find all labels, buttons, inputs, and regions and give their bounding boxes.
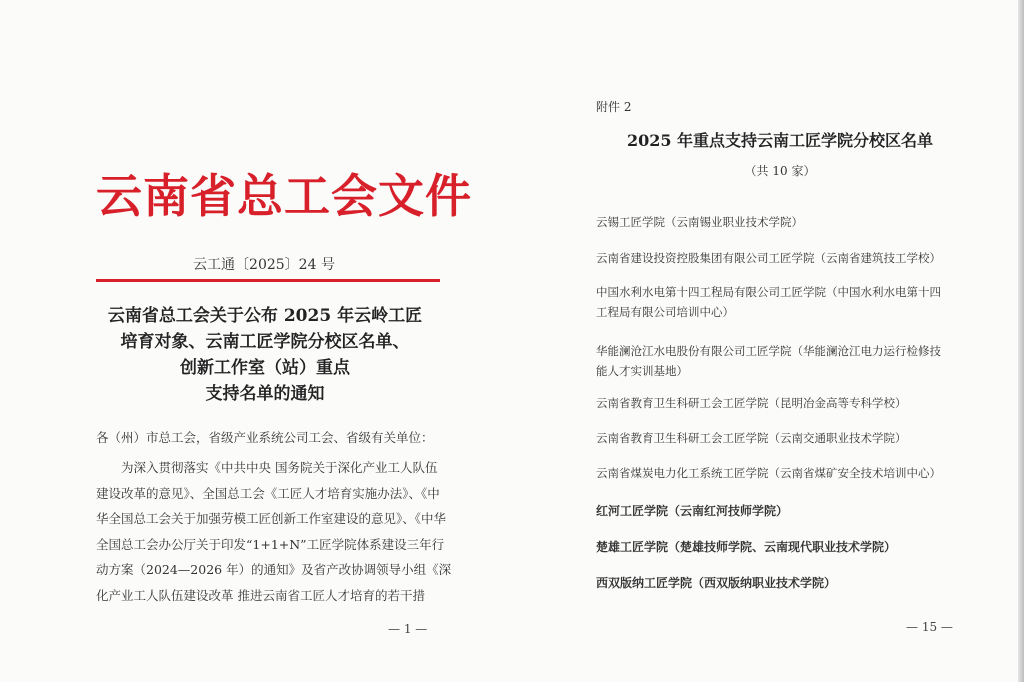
body-paragraph: [96, 455, 452, 608]
page-number: — 1 —: [388, 622, 428, 636]
list-item: [596, 573, 980, 593]
body-line: 建设改革的意见》、全国总工会《工匠人才培育实施办法》、《中: [96, 485, 440, 501]
list-item: [596, 463, 980, 483]
list-title: 2025 年重点支持云南工匠学院分校区名单: [626, 131, 934, 150]
document-header-title: 云南省总工会文件: [96, 169, 472, 223]
notice-title-line: 云南省总工会关于公布 2025 年云岭工匠: [107, 306, 423, 326]
list-item-line: 工程局有限公司培训中心）: [596, 305, 734, 319]
list-item: [596, 212, 980, 232]
recipients-line: 各（州）市总工会，省级产业系统公司工会、省级有关单位：: [96, 430, 434, 445]
list-item: [596, 282, 980, 322]
notice-title-line: 创新工作室（站）重点: [180, 358, 350, 378]
list-item: [596, 537, 980, 557]
list-item-line: 华能澜沧江水电股份有限公司工匠学院（华能澜沧江电力运行检修技: [596, 344, 941, 358]
body-line: 动方案（2024—2026 年）的通知》及省产改协调领导小组《深: [96, 562, 452, 577]
list-item: [596, 248, 980, 268]
list-item-line: 红河工匠学院（云南红河技师学院）: [596, 504, 789, 518]
list-item-line: 云南省教育卫生科研工会工匠学院（云南交通职业技术学院）: [596, 431, 907, 445]
document-number: 云工通〔2025〕24 号: [193, 257, 335, 273]
page-number: — 15 —: [906, 620, 953, 634]
red-divider-line: [96, 279, 440, 282]
attachment-label: 附件 2: [596, 100, 632, 114]
list-item-line: 云南省教育卫生科研工会工匠学院（昆明冶金高等专科学校）: [596, 396, 907, 410]
notice-title-line: 培育对象、云南工匠学院分校区名单、: [120, 332, 410, 352]
list-item-line: 楚雄工匠学院（楚雄技师学院、云南现代职业技术学院）: [596, 540, 897, 554]
body-line: 为深入贯彻落实《中共中央 国务院关于深化产业工人队伍: [96, 460, 438, 475]
right-page: [520, 0, 1024, 682]
list-item: [596, 341, 980, 381]
list-item: [596, 428, 980, 448]
body-line: 化产业工人队伍建设改革 推进云南省工匠人才培育的若干措: [96, 587, 425, 603]
list-item: [596, 393, 980, 413]
notice-title-line: 支持名单的通知: [205, 384, 325, 404]
list-item-line: 云南省建设投资控股集团有限公司工匠学院（云南省建筑技工学校）: [596, 251, 941, 265]
list-item: [596, 501, 980, 521]
list-item-line: 云南省煤炭电力化工系统工匠学院（云南省煤矿安全技术培训中心）: [596, 466, 941, 480]
list-item-line: 云锡工匠学院（云南锡业职业技术学院）: [596, 215, 803, 229]
body-line: 华全国总工会关于加强劳模工匠创新工作室建设的意见》、《中华: [96, 511, 447, 526]
list-item-line: 能人才实训基地）: [596, 364, 688, 378]
body-line: 全国总工会办公厅关于印发“1+1+N”工匠学院体系建设三年行: [96, 536, 445, 552]
notice-title: [100, 303, 430, 407]
list-item-line: 西双版纳工匠学院（西双版纳职业技术学院）: [596, 576, 837, 590]
list-item-line: 中国水利水电第十四工程局有限公司工匠学院（中国水利水电第十四: [596, 285, 941, 299]
list-count: （共 10 家）: [744, 164, 816, 178]
